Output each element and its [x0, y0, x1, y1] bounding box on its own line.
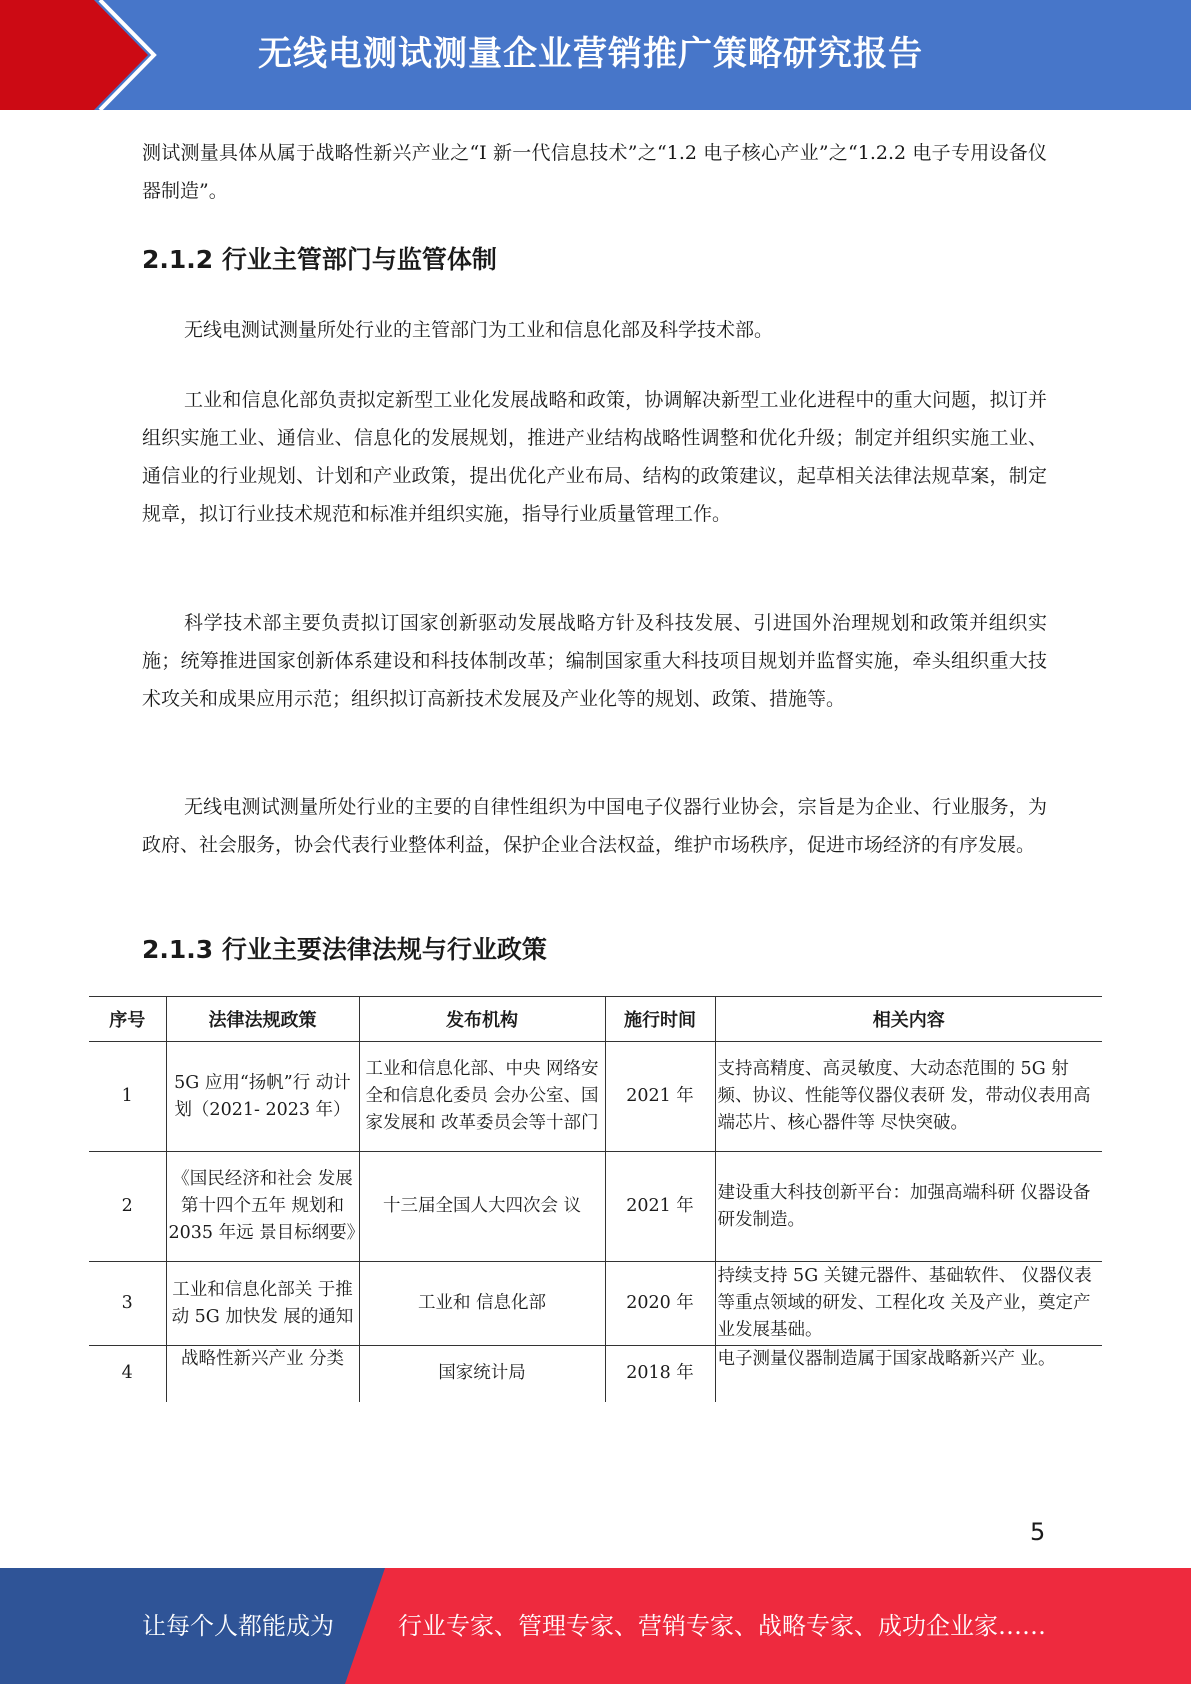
table-row: [89, 1042, 1102, 1152]
cell-issuer: 十三届全国人大四次会 议: [359, 1152, 605, 1262]
intro-paragraph: 测试测量具体从属于战略性新兴产业之“I 新一代信息技术”之“1.2 电子核心产业”之“1.2.2 电子专用设备仪器制造”。: [142, 142, 1047, 202]
paragraph-most: 科学技术部主要负责拟订国家创新驱动发展战略方针及科技发展、引进国外治理规划和政策并组织实施；统筹推进国家创新体系建设和科技体制改革；编制国家重大科技项目规划并监督实施，牵头组织重大技术攻关和成果应用示范；组织拟订高新技术发展及产业化等的规划、政策、措施等。: [142, 612, 1047, 710]
cell-issuer: 国家统计局: [359, 1346, 605, 1402]
cell-number: 1: [89, 1042, 166, 1152]
table-row: [89, 1152, 1102, 1262]
column-header-date: 施行时间: [605, 997, 715, 1042]
cell-number: 2: [89, 1152, 166, 1262]
cell-policy: 5G 应用“扬帆”行 动计划（2021- 2023 年）: [166, 1042, 359, 1152]
policy-table: [89, 996, 1102, 1402]
cell-number: 3: [89, 1262, 166, 1346]
cell-number: 4: [89, 1346, 166, 1402]
page-header: [0, 0, 1191, 110]
footer-slogan-left: 让每个人都能成为: [142, 1612, 334, 1640]
paragraph-association: 无线电测试测量所处行业的主要的自律性组织为中国电子仪器行业协会，宗旨是为企业、行业服务，为政府、社会服务，协会代表行业整体利益，保护企业合法权益，维护市场秩序，促进市场经济的有序发展。: [142, 796, 1047, 856]
header-arrow-decoration: [0, 0, 190, 110]
cell-date: 2021 年: [605, 1042, 715, 1152]
cell-issuer: 工业和 信息化部: [359, 1262, 605, 1346]
report-title: 无线电测试测量企业营销推广策略研究报告: [258, 34, 923, 74]
cell-content: 建设重大科技创新平台：加强高端科研 仪器设备研发制造。: [715, 1152, 1102, 1262]
column-header-number: 序号: [89, 997, 166, 1042]
table-row: [89, 1262, 1102, 1346]
cell-content: 持续支持 5G 关键元器件、基础软件、 仪器仪表等重点领域的研发、工程化攻 关及产业，奠定产业发展基础。: [715, 1262, 1102, 1346]
cell-content: 支持高精度、高灵敏度、大动态范围的 5G 射频、协议、性能等仪器仪表研 发，带动仪表用高端芯片、核心器件等 尽快突破。: [715, 1042, 1102, 1152]
cell-policy: 《国民经济和社会 发展第十四个五年 规划和 2035 年远 景目标纲要》: [166, 1152, 359, 1262]
section-heading-2-1-2: 2.1.2 行业主管部门与监管体制: [142, 245, 497, 274]
cell-date: 2021 年: [605, 1152, 715, 1262]
column-header-policy: 法律法规政策: [166, 997, 359, 1042]
column-header-content: 相关内容: [715, 997, 1102, 1042]
paragraph-miit: 工业和信息化部负责拟定新型工业化发展战略和政策，协调解决新型工业化进程中的重大问题，拟订并组织实施工业、通信业、信息化的发展规划，推进产业结构战略性调整和优化升级；制定并组织实施工业、通信业的行业规划、计划和产业政策，提出优化产业布局、结构的政策建议，起草相关法律法规草案，制定规章，拟订行业技术规范和标准并组织实施，指导行业质量管理工作。: [142, 389, 1047, 525]
footer-slogan-right: 行业专家、管理专家、营销专家、战略专家、成功企业家……: [398, 1612, 1046, 1640]
paragraph-regulators: 无线电测试测量所处行业的主管部门为工业和信息化部及科学技术部。: [184, 319, 774, 341]
cell-date: 2020 年: [605, 1262, 715, 1346]
cell-date: 2018 年: [605, 1346, 715, 1402]
cell-policy: 战略性新兴产业 分类: [166, 1346, 359, 1402]
section-heading-2-1-3: 2.1.3 行业主要法律法规与行业政策: [142, 935, 547, 964]
cell-issuer: 工业和信息化部、中央 网络安全和信息化委员 会办公室、国家发展和 改革委员会等十部门: [359, 1042, 605, 1152]
table-row: [89, 1346, 1102, 1402]
page-footer: [0, 1568, 1191, 1684]
column-header-issuer: 发布机构: [359, 997, 605, 1042]
cell-content: 电子测量仪器制造属于国家战略新兴产 业。: [715, 1346, 1102, 1402]
table-header-row: [89, 997, 1102, 1042]
page-number: 5: [1030, 1518, 1046, 1546]
cell-policy: 工业和信息化部关 于推动 5G 加快发 展的通知: [166, 1262, 359, 1346]
